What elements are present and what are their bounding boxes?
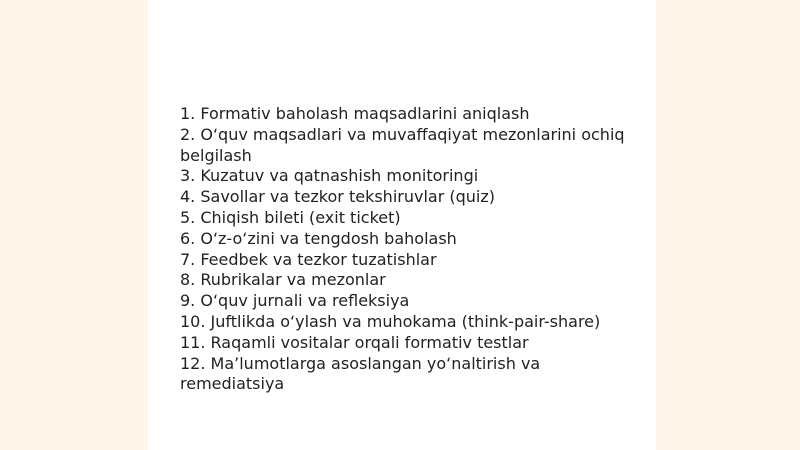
list-item: 4. Savollar va tezkor tekshiruvlar (quiz) xyxy=(180,187,495,207)
list-item: 1. Formativ baholash maqsadlarini aniqlash xyxy=(180,104,530,123)
list-item: 11. Raqamli vositalar orqali formativ testlar xyxy=(180,332,529,352)
list-item: 2. O‘quv maqsadlari va muvaffaqiyat mezonlarini ochiq belgilash xyxy=(180,124,625,165)
list-item: 3. Kuzatuv va qatnashish monitoringi xyxy=(180,166,479,186)
list-item: 8. Rubrikalar va mezonlar xyxy=(180,270,386,290)
list-item: 7. Feedbek va tezkor tuzatishlar xyxy=(180,249,437,269)
list-item: 10. Juftlikda o‘ylash va muhokama (think-pair-share) xyxy=(180,311,601,331)
numbered-list xyxy=(180,104,640,395)
list-item: 9. O‘quv jurnali va refleksiya xyxy=(180,291,410,311)
document-page xyxy=(148,0,656,450)
list-item: 12. Ma’lumotlarga asoslangan yo‘naltirish va remediatsiya xyxy=(180,353,541,394)
list-item: 5. Chiqish bileti (exit ticket) xyxy=(180,207,401,227)
list-item: 6. O‘z-o‘zini va tengdosh baholash xyxy=(180,228,457,248)
